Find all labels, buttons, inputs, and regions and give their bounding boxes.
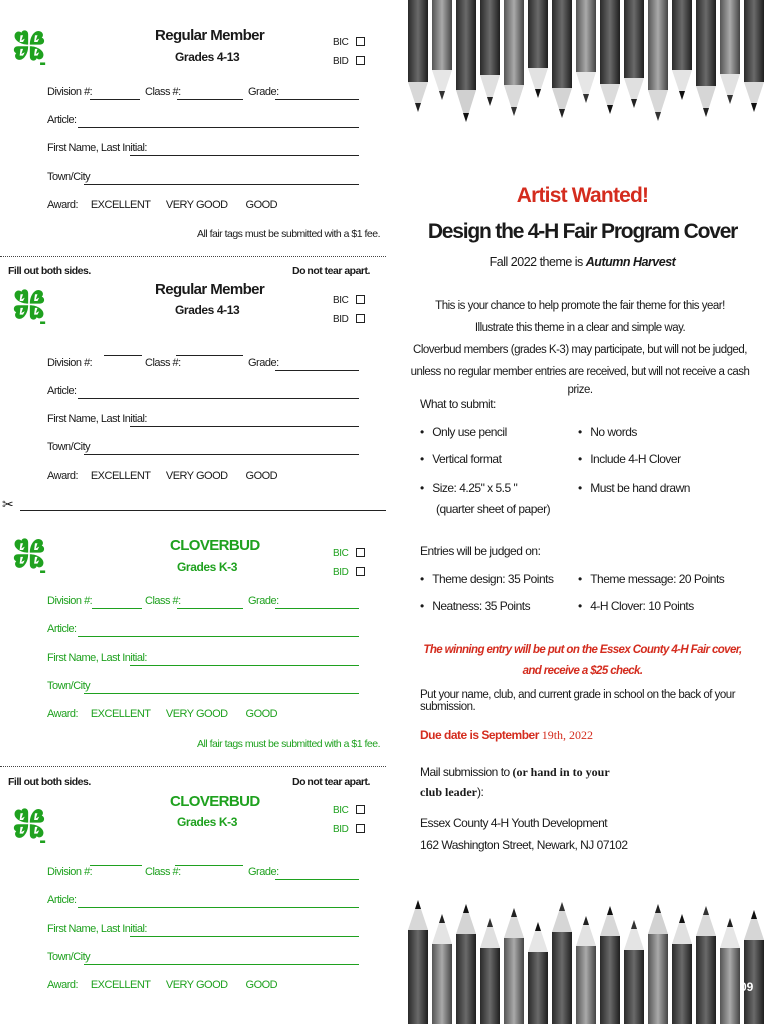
- tag-grades: Grades K-3: [177, 560, 238, 574]
- award-row: [47, 470, 277, 482]
- bic-bid-checkboxes: [333, 544, 365, 582]
- award-good[interactable]: GOOD: [245, 708, 278, 720]
- perforation-line: [0, 766, 386, 767]
- submit-item: • Size: 4.25" x 5.5 ": [420, 481, 518, 495]
- class-field[interactable]: [176, 355, 243, 356]
- 4h-clover-logo: [12, 806, 46, 846]
- mail-instructions: Mail submission to (or hand in to your club leader):: [420, 765, 610, 799]
- award-excellent[interactable]: EXCELLENT: [90, 708, 151, 720]
- article-field[interactable]: [78, 127, 359, 128]
- put-name-instruction: Put your name, club, and current grade in school on the back of your submission.: [420, 689, 736, 713]
- tag-grades: Grades K-3: [177, 815, 238, 829]
- bic-bid-checkboxes: [333, 33, 365, 71]
- bid-checkbox[interactable]: [356, 824, 365, 833]
- intro-line: Illustrate this theme in a clear and simple way.: [474, 322, 686, 334]
- fee-note: All fair tags must be submitted with a $1 fee.: [197, 738, 381, 750]
- article-label: Article:: [47, 894, 77, 906]
- grade-field[interactable]: [275, 879, 359, 880]
- award-very-good[interactable]: VERY GOOD: [165, 979, 228, 991]
- intro-line: Cloverbud members (grades K-3) may participate, but will not be judged,: [413, 344, 747, 356]
- award-label: Award:: [47, 199, 79, 211]
- award-very-good[interactable]: VERY GOOD: [165, 708, 228, 720]
- name-label: First Name, Last Initial:: [47, 413, 147, 425]
- submit-item: • Must be hand drawn: [578, 481, 690, 495]
- bic-label: BIC: [333, 295, 349, 306]
- judged-on-heading: Entries will be judged on:: [420, 544, 541, 558]
- grade-label: Grade:: [248, 357, 279, 369]
- division-field[interactable]: [90, 99, 140, 100]
- grade-field[interactable]: [275, 608, 359, 609]
- class-label: Class #:: [145, 86, 181, 98]
- bid-checkbox[interactable]: [356, 567, 365, 576]
- article-label: Article:: [47, 623, 77, 635]
- division-label: Division #:: [47, 866, 93, 878]
- division-label: Division #:: [47, 357, 93, 369]
- bic-bid-checkboxes: [333, 291, 365, 329]
- division-label: Division #:: [47, 595, 93, 607]
- town-field[interactable]: [84, 693, 359, 694]
- theme-line: [395, 255, 770, 269]
- address-line: 162 Washington Street, Newark, NJ 07102: [420, 838, 628, 852]
- class-label: Class #:: [145, 866, 181, 878]
- article-label: Article:: [47, 385, 77, 397]
- judged-item: • Theme design: 35 Points: [420, 572, 554, 586]
- article-field[interactable]: [78, 636, 359, 637]
- mailing-address: [420, 812, 628, 856]
- tag-grades: Grades 4-13: [175, 50, 240, 64]
- 4h-clover-logo: [12, 287, 46, 327]
- tag-grades: Grades 4-13: [175, 303, 240, 317]
- town-field[interactable]: [84, 454, 359, 455]
- town-field[interactable]: [84, 184, 359, 185]
- award-very-good[interactable]: VERY GOOD: [165, 199, 228, 211]
- intro-line: prize.: [567, 384, 593, 396]
- award-excellent[interactable]: EXCELLENT: [90, 470, 151, 482]
- submit-item-note: (quarter sheet of paper): [436, 502, 551, 516]
- bid-label: BID: [333, 567, 349, 578]
- award-row: [47, 979, 277, 991]
- grade-field[interactable]: [275, 370, 359, 371]
- division-field[interactable]: [104, 355, 142, 356]
- bic-checkbox[interactable]: [356, 548, 365, 557]
- fee-note: All fair tags must be submitted with a $1 fee.: [197, 228, 381, 240]
- scissors-icon: ✂: [2, 496, 14, 512]
- bic-bid-checkboxes: [333, 801, 365, 839]
- address-line: Essex County 4-H Youth Development: [420, 816, 608, 830]
- town-field[interactable]: [84, 964, 359, 965]
- town-label: Town/City: [47, 680, 91, 692]
- bid-label: BID: [333, 824, 349, 835]
- name-field[interactable]: [130, 665, 359, 666]
- award-excellent[interactable]: EXCELLENT: [90, 979, 151, 991]
- submit-item: • No words: [578, 425, 637, 439]
- theme-name: Autumn Harvest: [585, 255, 676, 269]
- division-field[interactable]: [92, 608, 142, 609]
- grade-label: Grade:: [248, 866, 279, 878]
- bic-label: BIC: [333, 37, 349, 48]
- award-label: Award:: [47, 470, 79, 482]
- judged-item: • 4-H Clover: 10 Points: [578, 599, 694, 613]
- division-label: Division #:: [47, 86, 93, 98]
- judged-item: • Theme message: 20 Points: [578, 572, 725, 586]
- division-field[interactable]: [90, 865, 142, 866]
- artist-wanted-headline: Artist Wanted!: [516, 184, 649, 207]
- bic-label: BIC: [333, 548, 349, 559]
- class-field[interactable]: [177, 99, 243, 100]
- name-label: First Name, Last Initial:: [47, 142, 147, 154]
- award-row: [47, 199, 277, 211]
- award-good[interactable]: GOOD: [245, 470, 278, 482]
- fill-both-sides-note: Fill out both sides.: [8, 776, 91, 788]
- name-field[interactable]: [130, 936, 359, 937]
- pencils-bottom-image: [400, 896, 770, 1024]
- bic-checkbox[interactable]: [356, 37, 365, 46]
- bic-checkbox[interactable]: [356, 805, 365, 814]
- town-label: Town/City: [47, 441, 91, 453]
- award-label: Award:: [47, 708, 79, 720]
- town-label: Town/City: [47, 171, 91, 183]
- grade-field[interactable]: [275, 99, 359, 100]
- 4h-clover-logo: [12, 536, 46, 576]
- judged-item: • Neatness: 35 Points: [420, 599, 531, 613]
- what-to-submit-heading: What to submit:: [420, 397, 496, 411]
- article-label: Article:: [47, 114, 77, 126]
- cut-line: [20, 510, 386, 511]
- name-label: First Name, Last Initial:: [47, 652, 147, 664]
- submit-item: • Include 4-H Clover: [578, 452, 681, 466]
- bid-checkbox[interactable]: [356, 314, 365, 323]
- award-good[interactable]: GOOD: [245, 979, 278, 991]
- class-field[interactable]: [175, 865, 243, 866]
- theme-prefix: Fall 2022 theme is: [489, 255, 586, 269]
- article-field[interactable]: [78, 398, 359, 399]
- award-excellent[interactable]: EXCELLENT: [90, 199, 151, 211]
- award-row: [47, 708, 277, 720]
- tag-title: Regular Member: [155, 27, 265, 44]
- award-good[interactable]: GOOD: [245, 199, 278, 211]
- 4h-clover-logo: [12, 28, 46, 68]
- grade-label: Grade:: [248, 595, 279, 607]
- name-field[interactable]: [130, 155, 359, 156]
- bid-label: BID: [333, 56, 349, 67]
- tag-title: Regular Member: [155, 281, 265, 298]
- intro-line: This is your chance to help promote the fair theme for this year!: [435, 300, 725, 312]
- tag-title: CLOVERBUD: [170, 793, 260, 810]
- article-field[interactable]: [78, 907, 359, 908]
- name-field[interactable]: [130, 426, 359, 427]
- bic-checkbox[interactable]: [356, 295, 365, 304]
- bid-label: BID: [333, 314, 349, 325]
- bid-checkbox[interactable]: [356, 56, 365, 65]
- submit-item: • Only use pencil: [420, 425, 507, 439]
- town-label: Town/City: [47, 951, 91, 963]
- submit-item: • Vertical format: [420, 452, 502, 466]
- do-not-tear-note: Do not tear apart.: [292, 265, 370, 277]
- perforation-line: [0, 256, 386, 257]
- intro-paragraph: [410, 295, 750, 401]
- fill-both-sides-note: Fill out both sides.: [8, 265, 91, 277]
- name-label: First Name, Last Initial:: [47, 923, 147, 935]
- page-number: 09: [740, 980, 754, 994]
- grade-label: Grade:: [248, 86, 279, 98]
- bic-label: BIC: [333, 805, 349, 816]
- do-not-tear-note: Do not tear apart.: [292, 776, 370, 788]
- award-very-good[interactable]: VERY GOOD: [165, 470, 228, 482]
- due-date: Due date is September 19th, 2022: [420, 728, 594, 742]
- winning-entry-note: The winning entry will be put on the Essex County 4-H Fair cover, and receive a $25 check.: [423, 644, 742, 677]
- class-field[interactable]: [177, 608, 243, 609]
- class-label: Class #:: [145, 595, 181, 607]
- award-label: Award:: [47, 979, 79, 991]
- intro-line: unless no regular member entries are received, but will not receive a cash: [410, 366, 750, 378]
- class-label: Class #:: [145, 357, 181, 369]
- flyer-title: Design the 4-H Fair Program Cover: [427, 220, 738, 243]
- pencils-top-image: [400, 0, 770, 128]
- tag-title: CLOVERBUD: [170, 537, 260, 554]
